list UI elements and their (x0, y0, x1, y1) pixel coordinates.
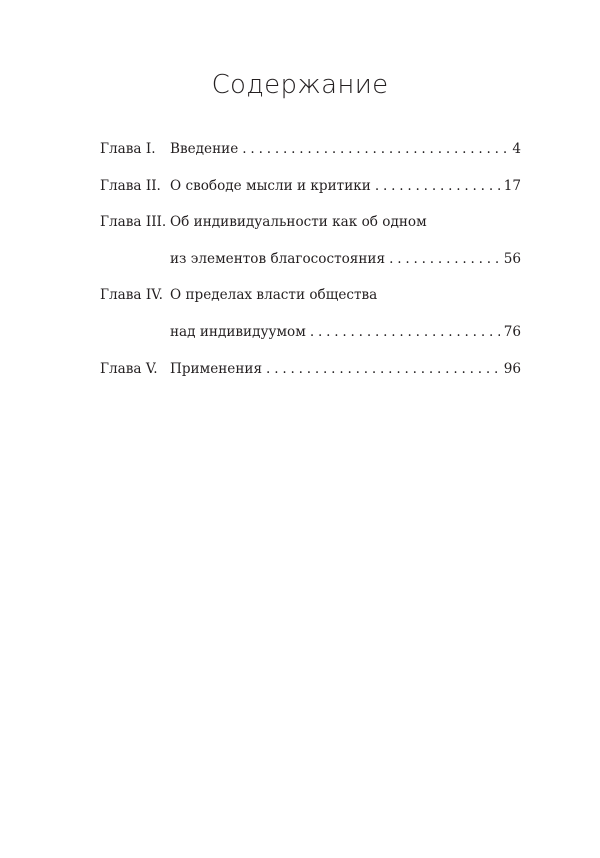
page-number: 56 (503, 250, 521, 267)
chapter-title-continued: над индивидуумом (170, 323, 306, 340)
chapter-title: О свободе мысли и критики (170, 177, 371, 194)
toc-entry-chapter-4-continued[interactable] (100, 322, 521, 359)
chapter-title: О пределах власти общества (170, 287, 378, 304)
page-title: Содержание (211, 70, 389, 100)
page-number: 17 (503, 177, 521, 194)
page-number: 76 (503, 323, 521, 340)
chapter-title-continued: из элементов благосостояния (170, 250, 386, 267)
chapter-label: Глава IV. (100, 287, 163, 304)
toc-entry-chapter-2[interactable] (100, 176, 521, 213)
dot-leader (375, 176, 500, 196)
page-number: 96 (503, 360, 521, 377)
chapter-title: Об индивидуальности как об одном (170, 214, 427, 231)
dot-leader (242, 139, 508, 159)
chapter-label: Глава II. (100, 177, 161, 194)
table-of-contents (100, 139, 521, 395)
chapter-title: Применения (170, 360, 263, 377)
toc-entry-chapter-5[interactable] (100, 359, 521, 396)
toc-entry-chapter-3-continued[interactable] (100, 249, 521, 286)
chapter-label: Глава III. (100, 214, 167, 231)
toc-entry-chapter-3[interactable] (100, 212, 521, 249)
chapter-label: Глава I. (100, 141, 156, 157)
page-number: 4 (512, 141, 521, 157)
toc-entry-chapter-4[interactable] (100, 285, 521, 322)
dot-leader (389, 249, 500, 269)
dot-leader (266, 359, 500, 379)
chapter-label: Глава V. (100, 360, 158, 377)
toc-entry-chapter-1[interactable] (100, 139, 521, 176)
dot-leader (310, 322, 500, 342)
chapter-title: Введение (170, 141, 239, 157)
